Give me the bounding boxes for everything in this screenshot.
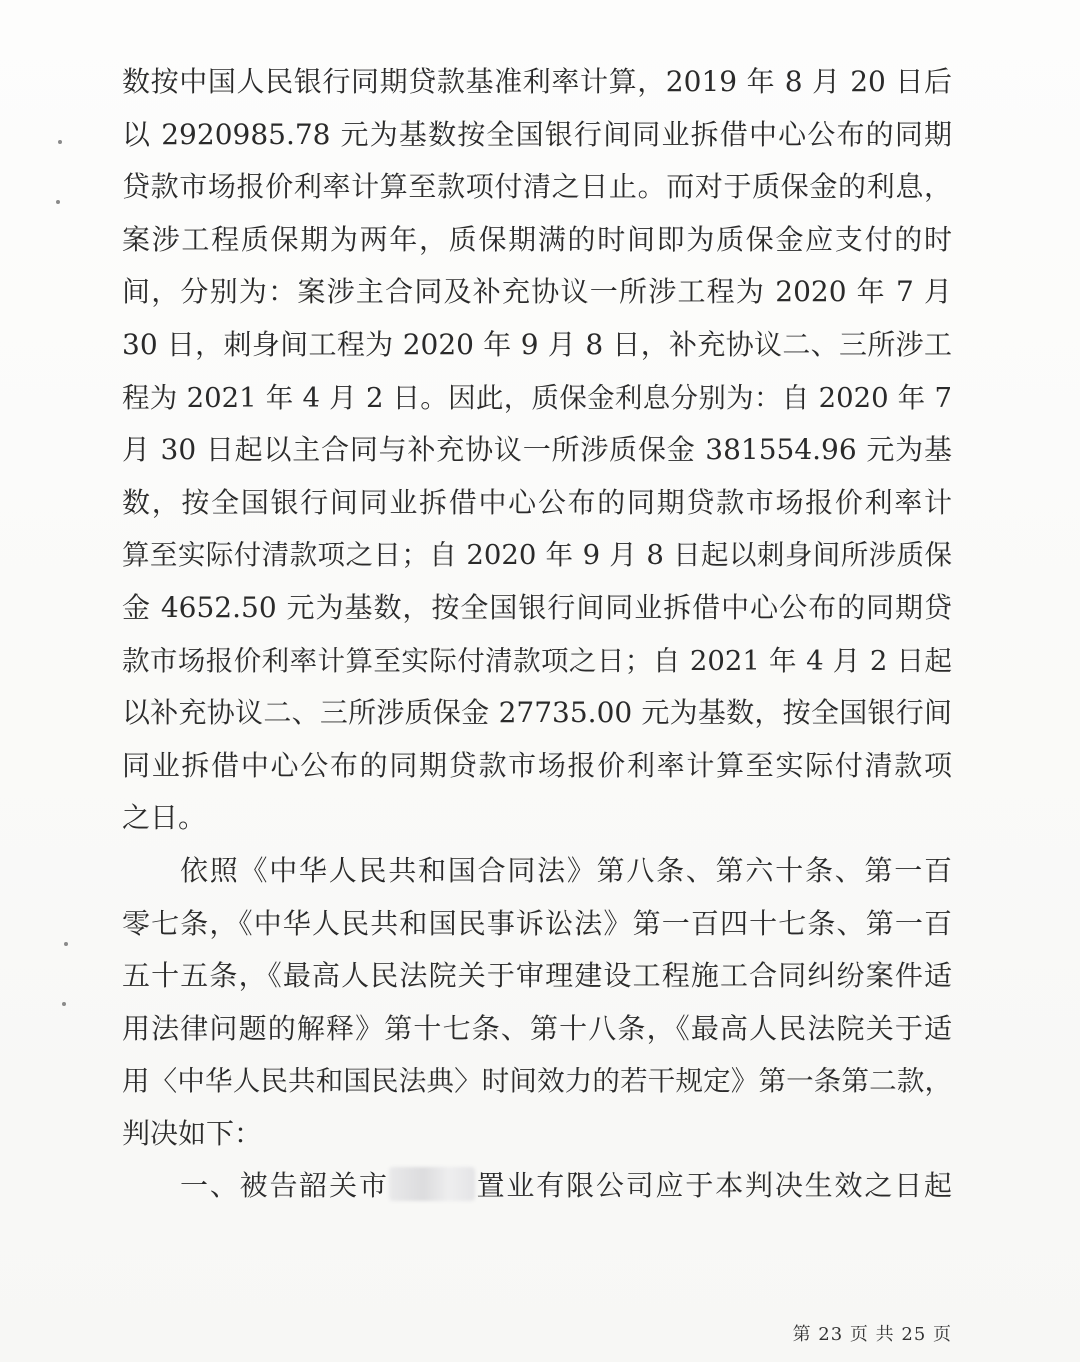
margin-mark <box>64 942 68 946</box>
text-line: 款市场报价利率计算至实际付清款项之日；自 2021 年 4 月 2 日起 <box>122 644 952 677</box>
text-line: 依照《中华人民共和国合同法》第八条、第六十条、第一百 <box>180 853 952 887</box>
paragraph-interest-calculation <box>122 56 952 845</box>
text-line: 间，分别为：案涉主合同及补充协议一所涉工程为 2020 年 7 月 <box>122 275 952 309</box>
text-line: 五十五条，《最高人民法院关于审理建设工程施工合同纠纷案件适 <box>122 959 952 993</box>
text-line: 贷款市场报价利率计算至款项付清之日止。而对于质保金的利息， <box>122 170 952 204</box>
text-line: 用〈中华人民共和国民法典〉时间效力的若干规定》第一条第二款， <box>122 1065 952 1098</box>
text-line: 月 30 日起以主合同与补充协议一所涉质保金 381554.96 元为基 <box>122 433 952 467</box>
text-line: 金 4652.50 元为基数，按全国银行间同业拆借中心公布的同期贷 <box>122 590 952 624</box>
paragraph-legal-basis <box>122 845 952 1161</box>
text-line: 零七条，《中华人民共和国民事诉讼法》第一百四十七条、第一百 <box>122 906 952 940</box>
text-line: 用法律问题的解释》第十七条、第十八条，《最高人民法院关于适 <box>122 1011 952 1045</box>
text-line: 以 2920985.78 元为基数按全国银行间同业拆借中心公布的同期 <box>122 117 952 151</box>
text-line: 同业拆借中心公布的同期贷款市场报价利率计算至实际付清款项 <box>122 748 952 782</box>
text-line: 程为 2021 年 4 月 2 日。因此，质保金利息分别为：自 2020 年 7 <box>122 381 952 414</box>
margin-mark <box>56 200 60 204</box>
text-line: 案涉工程质保期为两年，质保期满的时间即为质保金应支付的时 <box>122 222 952 256</box>
judgment-suffix: 置业有限公司应于本判决生效之日起 <box>474 1169 952 1203</box>
text-line: 之日。 <box>122 801 207 835</box>
document-body <box>122 56 952 1213</box>
margin-mark <box>58 140 62 144</box>
text-line: 数，按全国银行间同业拆借中心公布的同期贷款市场报价利率计 <box>122 485 952 519</box>
text-line: 30 日，刺身间工程为 2020 年 9 月 8 日，补充协议二、三所涉工 <box>122 327 952 361</box>
redacted-name <box>389 1167 475 1201</box>
judgment-prefix: 一、被告韶关市 <box>180 1169 389 1203</box>
text-line: 以补充协议二、三所涉质保金 27735.00 元为基数，按全国银行间 <box>122 696 952 730</box>
margin-mark <box>62 1002 66 1006</box>
page-number: 第 23 页 共 25 页 <box>792 1324 952 1345</box>
text-line: 判决如下： <box>122 1116 263 1150</box>
text-line: 数按中国人民银行同期贷款基准利率计算，2019 年 8 月 20 日后 <box>122 65 952 98</box>
text-line: 算至实际付清款项之日；自 2020 年 9 月 8 日起以刺身间所涉质保 <box>122 539 952 572</box>
judgment-item-1 <box>122 1160 952 1213</box>
